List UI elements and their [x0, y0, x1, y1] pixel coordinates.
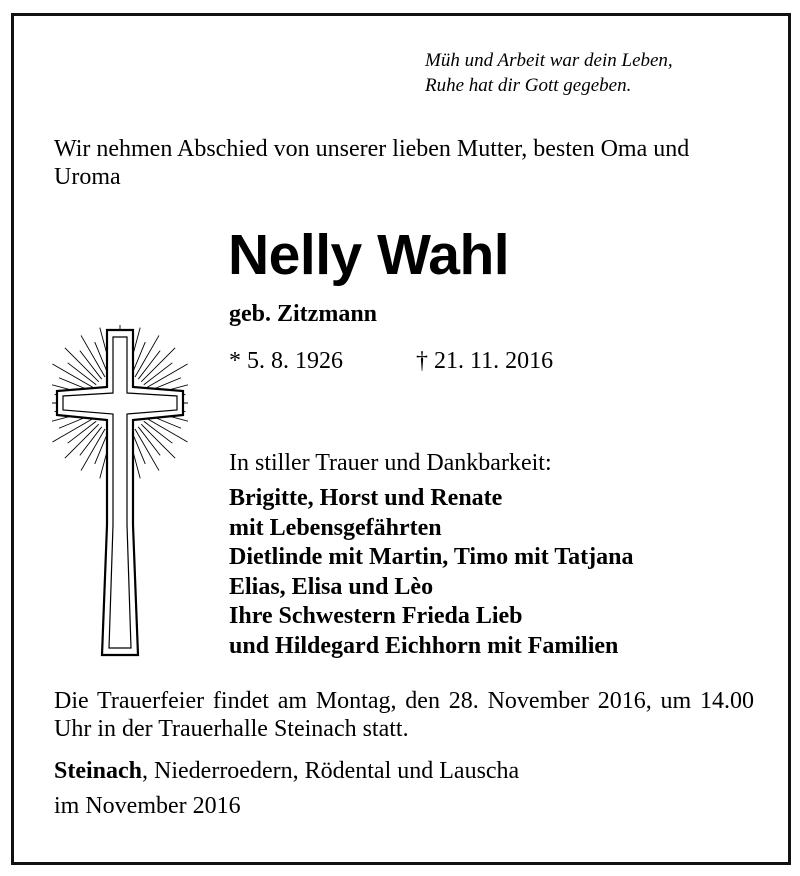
place-town: Steinach [54, 758, 143, 784]
mourner-line: Brigitte, Horst und Renate [229, 485, 503, 511]
birth-date: * 5. 8. 1926 [229, 348, 343, 374]
motto-line-2: Ruhe hat dir Gott gegeben. [425, 75, 632, 96]
cross-icon [52, 325, 188, 660]
mourner-line: Dietlinde mit Martin, Timo mit Tatjana [229, 544, 634, 571]
mourner-line: und Hildegard Eichhorn mit Familien [229, 632, 619, 659]
mourners-list [229, 484, 633, 662]
motto [425, 48, 673, 98]
death-date: † 21. 11. 2016 [416, 348, 554, 374]
ceremony-info: Die Trauerfeier findet am Montag, den 28. November 2016, um 14.00 Uhr in der Trauerhalle Steinach statt. [54, 688, 754, 742]
maiden-name: geb. Zitzmann [229, 301, 378, 327]
mourners-intro: In stiller Trauer und Dankbarkeit: [229, 450, 552, 476]
date-line: im November 2016 [54, 793, 241, 819]
motto-line-1: Müh und Arbeit war dein Leben, [425, 50, 673, 71]
life-dates [229, 347, 554, 375]
mourner-line: Elias, Elisa und Lèo [229, 573, 434, 600]
mourner-line: Ihre Schwestern Frieda Lieb [229, 603, 523, 630]
mourner-line: mit Lebensgefährten [229, 514, 442, 541]
intro-text: Wir nehmen Abschied von unserer lieben Mutter, besten Oma und Uroma [54, 136, 690, 190]
place-others: , Niederroedern, Rödental und Lauscha [142, 758, 520, 784]
deceased-name: Nelly Wahl [228, 223, 510, 287]
place-line [54, 757, 519, 785]
